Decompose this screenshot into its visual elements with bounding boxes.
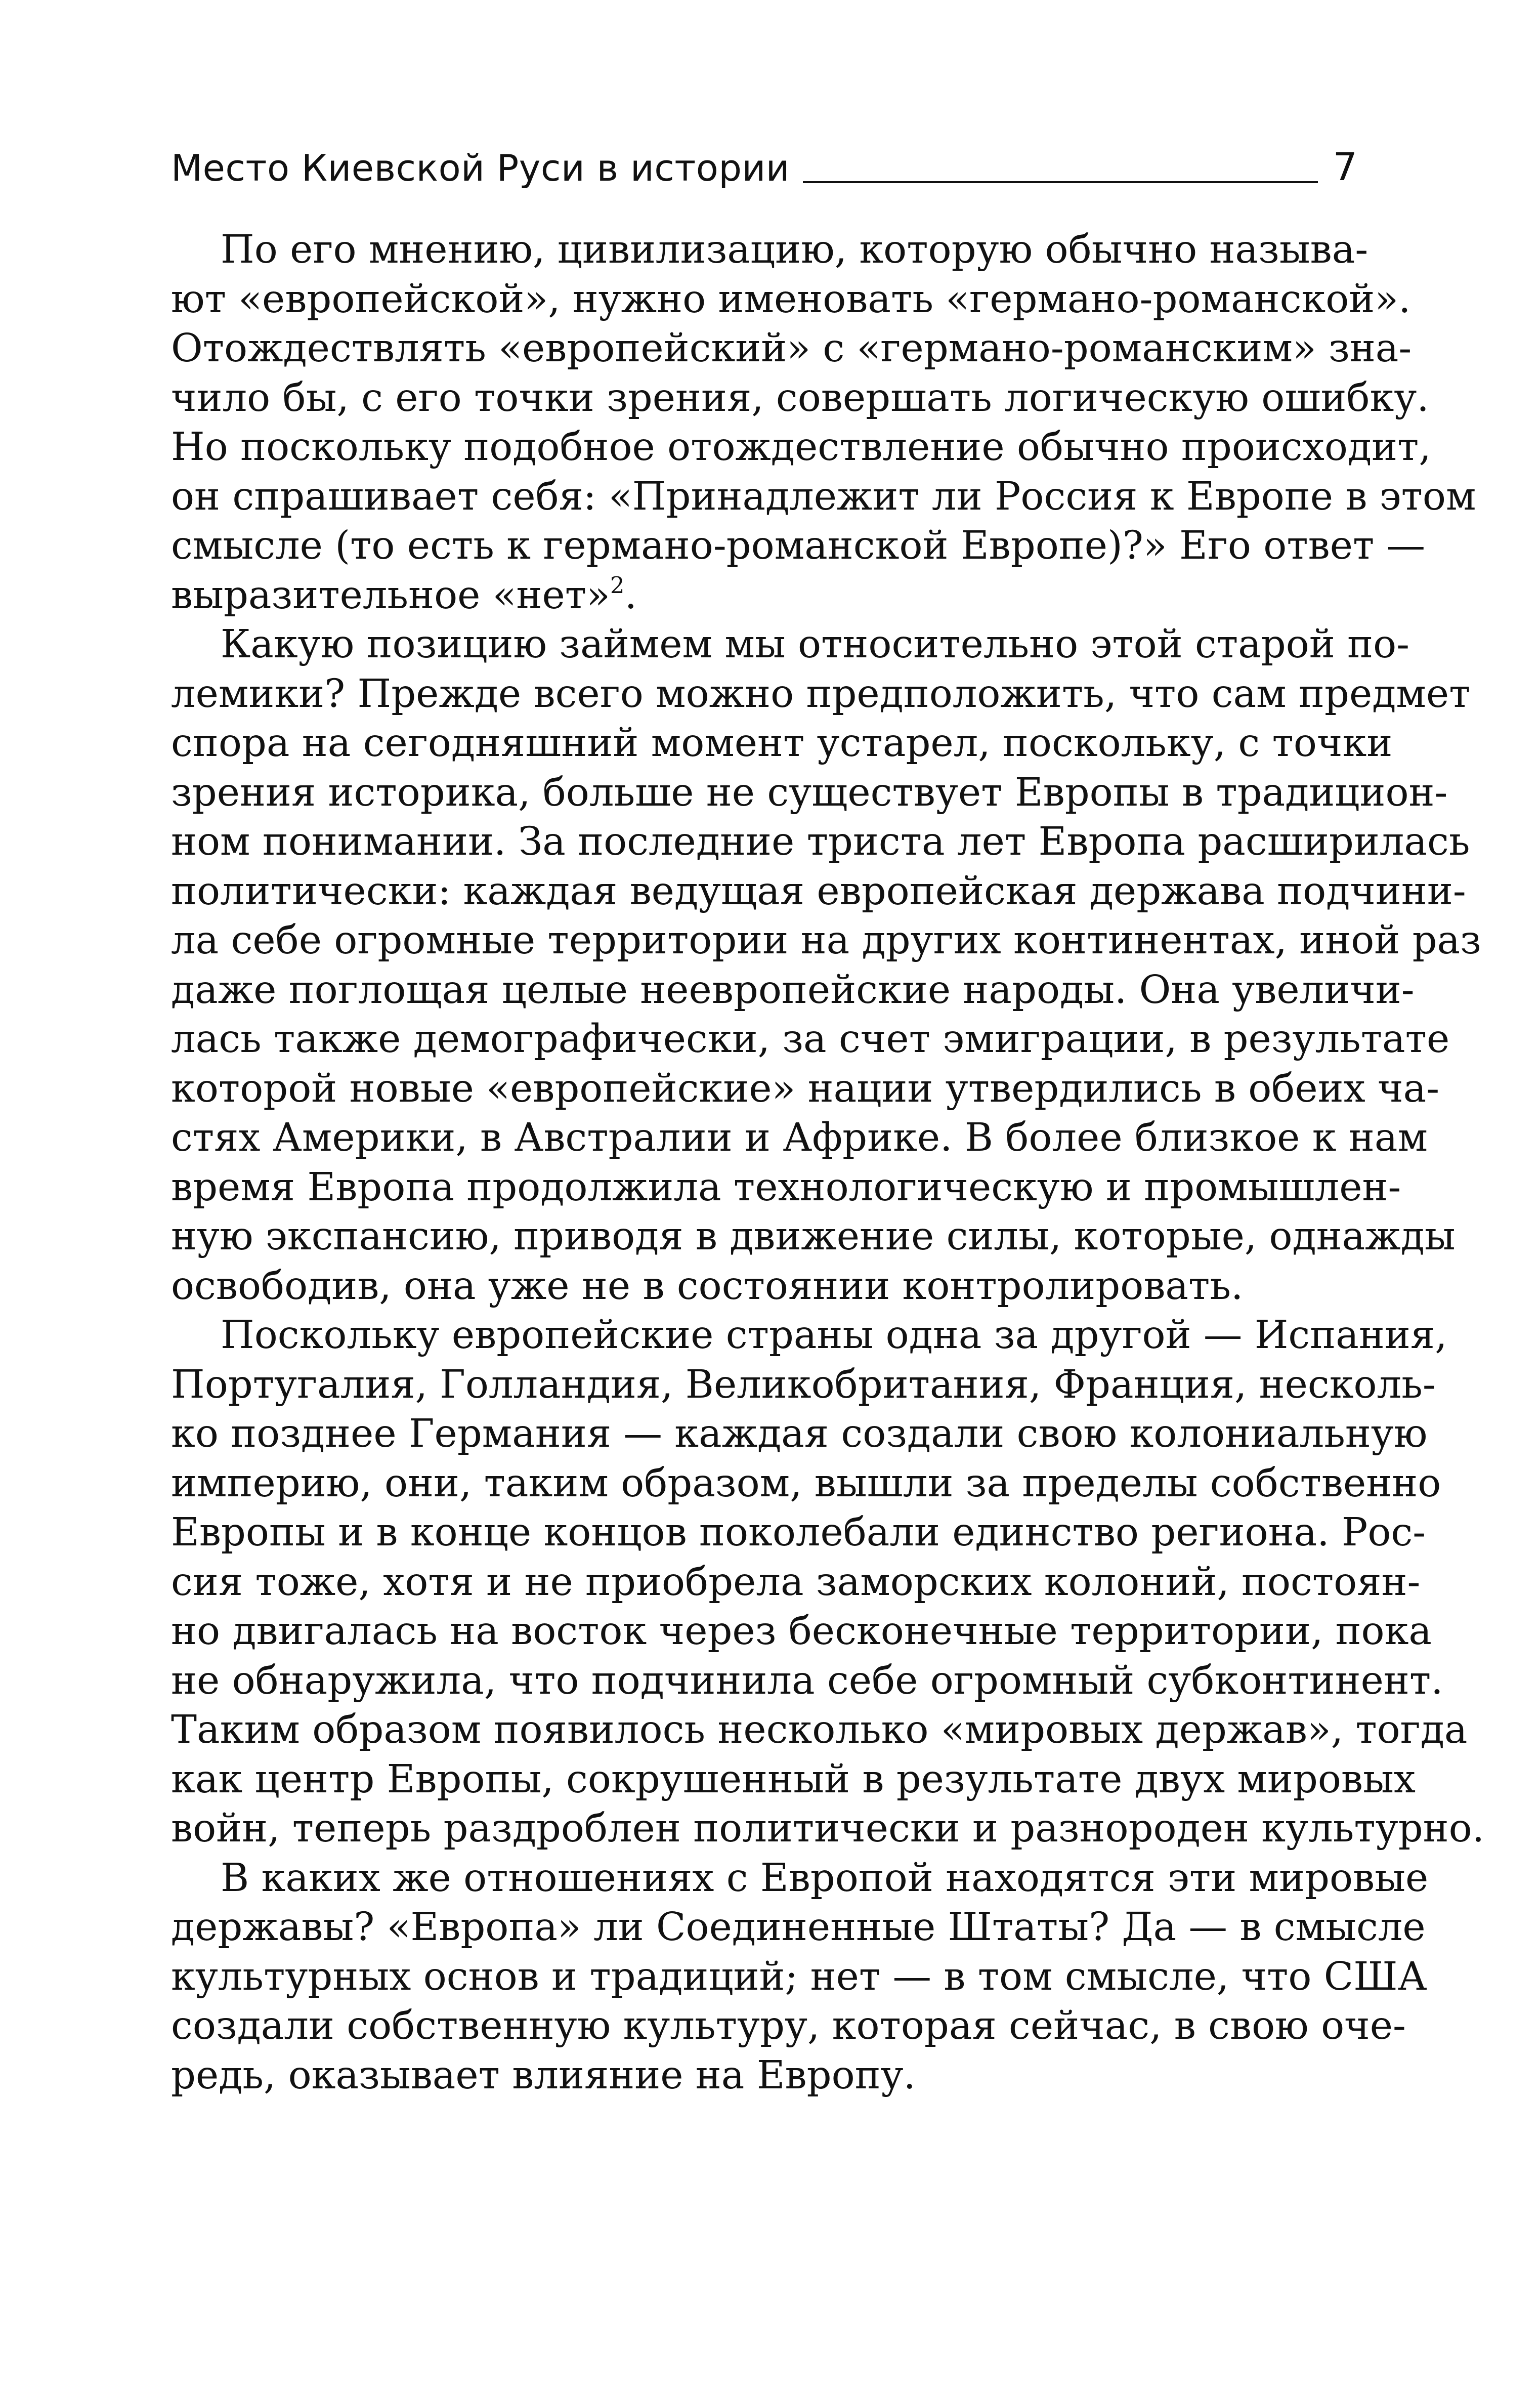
chapter-title: Место Киевской Руси в истории: [171, 147, 790, 189]
text-line: Португалия, Голландия, Великобритания, Франция, несколь-: [171, 1362, 1436, 1407]
footnote-marker: 2: [610, 571, 625, 599]
text-line: ют «европейской», нужно именовать «германо-романской».: [171, 276, 1411, 322]
text-line: войн, теперь раздроблен политически и разнороден культурно.: [171, 1806, 1485, 1851]
text-line: лемики? Прежде всего можно предположить, что сам предмет: [171, 671, 1471, 717]
text-line: В каких же отношениях с Европой находятся эти мировые: [221, 1855, 1429, 1901]
text-line: империю, они, таким образом, вышли за пределы собственно: [171, 1460, 1441, 1506]
text-line: ном понимании. За последние триста лет Европа расширилась: [171, 819, 1470, 864]
paragraph-3: [171, 1311, 1485, 1854]
header-rule: [803, 181, 1318, 183]
text-line: культурных основ и традиций; нет — в том смысле, что США: [171, 1954, 1427, 1999]
text-line: [171, 571, 1357, 620]
text-line: которой новые «европейские» нации утвердились в обеих ча-: [171, 1066, 1440, 1111]
text-line: время Европа продолжила технологическую и промышлен-: [171, 1164, 1401, 1210]
text-line: державы? «Европа» ли Соединенные Штаты? Да — в смысле: [171, 1905, 1426, 1950]
text-line: сия тоже, хотя и не приобрела заморских колоний, постоян-: [171, 1559, 1421, 1605]
text-line: даже поглощая целые неевропейские народы. Она увеличи-: [171, 967, 1415, 1013]
text-line: Таким образом появилось несколько «мировых держав», тогда: [171, 1707, 1468, 1752]
text-line: зрения историка, больше не существует Европы в традицион-: [171, 770, 1448, 815]
text-line: стях Америки, в Австралии и Африке. В более близкое к нам: [171, 1115, 1428, 1160]
text-line: создали собственную культуру, которая сейчас, в свою оче-: [171, 2003, 1406, 2048]
text-line: Поскольку европейские страны одна за другой — Испания,: [221, 1313, 1447, 1358]
text-line: ла себе огромные территории на других континентах, иной раз: [171, 918, 1481, 963]
running-header: [171, 136, 1357, 189]
paragraph-4: [171, 1854, 1429, 2101]
text-line: Но поскольку подобное отождествление обычно происходит,: [171, 425, 1431, 470]
text-line: ко позднее Германия — каждая создали свою колониальную: [171, 1411, 1428, 1456]
text-line: освободив, она уже не в состоянии контролировать.: [171, 1263, 1244, 1309]
paragraph-1: [171, 225, 1476, 620]
body-text: [171, 225, 1485, 2100]
text-line: как центр Европы, сокрушенный в результате двух мировых: [171, 1756, 1416, 1802]
text-line: он спрашивает себя: «Принадлежит ли Россия к Европе в этом: [171, 474, 1476, 519]
text-line: Европы и в конце концов поколебали единство региона. Рос-: [171, 1510, 1426, 1555]
text-line: не обнаружила, что подчинила себе огромный субконтинент.: [171, 1658, 1443, 1703]
text-line: но двигалась на восток через бесконечные территории, пока: [171, 1609, 1432, 1654]
text-line: Отождествлять «европейский» с «германо-романским» зна-: [171, 326, 1412, 371]
text-line: редь, оказывает влияние на Европу.: [171, 2052, 916, 2098]
text-line: чило бы, с его точки зрения, совершать логическую ошибку.: [171, 375, 1429, 421]
text-line: Какую позицию займем мы относительно этой старой по-: [221, 622, 1410, 667]
paragraph-2: [171, 620, 1481, 1311]
text-line: лась также демографически, за счет эмиграции, в результате: [171, 1017, 1450, 1062]
text-line: По его мнению, цивилизацию, которую обычно называ-: [221, 227, 1368, 272]
text-line: ную экспансию, приводя в движение силы, которые, однажды: [171, 1214, 1456, 1259]
text-fragment: выразительное «нет»: [171, 572, 610, 618]
page-number: 7: [1333, 144, 1357, 189]
text-line: политически: каждая ведущая европейская держава подчини-: [171, 868, 1466, 914]
text-line: спора на сегодняшний момент устарел, поскольку, с точки: [171, 721, 1393, 766]
text-fragment: .: [624, 572, 637, 618]
text-line: смысле (то есть к германо-романской Европе)?» Его ответ —: [171, 523, 1426, 568]
